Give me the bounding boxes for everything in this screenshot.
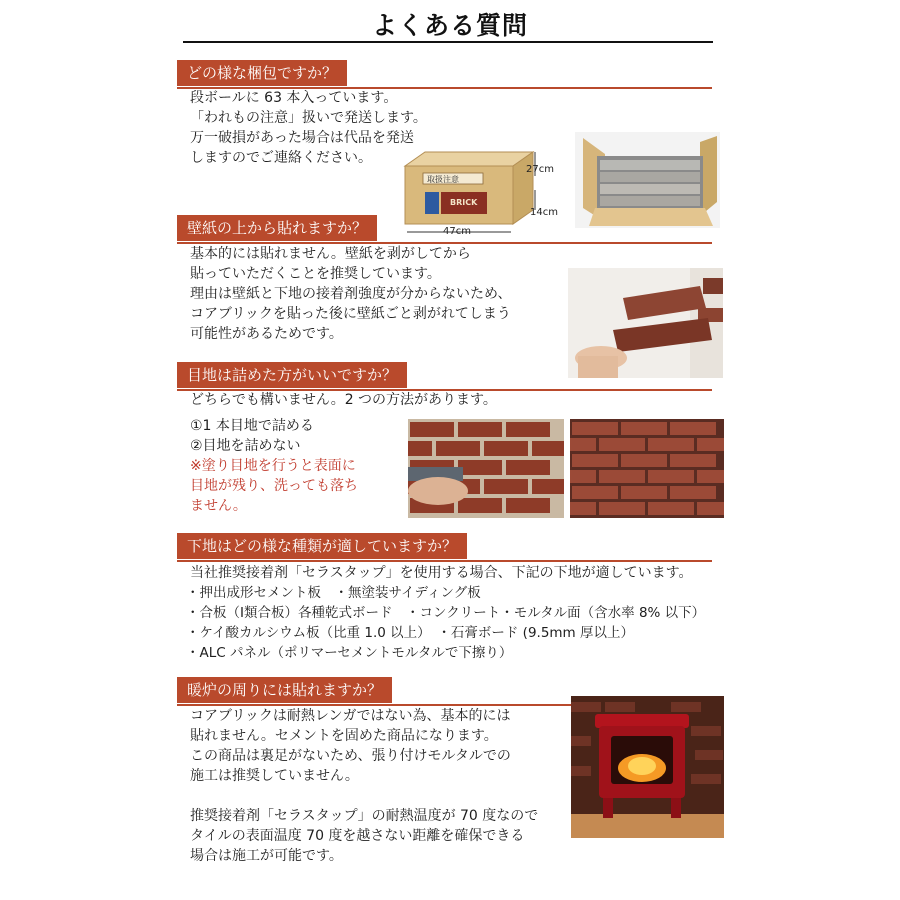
- q1-heading: どの様な梱包ですか？: [177, 60, 347, 86]
- q1-line: 「われもの注意」扱いで発送します。: [190, 110, 427, 126]
- q4-list: [186, 583, 705, 663]
- q5-heading: 暖炉の周りには貼れますか？: [177, 677, 392, 703]
- q5-answer: [190, 706, 511, 786]
- title-divider: [183, 41, 713, 43]
- q1-line: 万一破損があった場合は代品を発送: [190, 130, 414, 146]
- grouted-wall-drawing: [408, 419, 564, 518]
- q3-note-line: 目地が残り、洗っても落ち: [190, 478, 358, 494]
- box-stamp: 取扱注意: [427, 175, 459, 184]
- q2-line: 理由は壁紙と下地の接着剤強度が分からないため、: [190, 286, 512, 302]
- q4-item: ・押出成形セメント板 ・無塗装サイディング板: [186, 585, 481, 601]
- q2-answer: [190, 244, 511, 344]
- q3-option: ②目地を詰めない: [190, 438, 301, 454]
- q4-intro: 当社推奨接着剤「セラスタップ」を使用する場合、下記の下地が適しています。: [190, 565, 693, 581]
- box-brand: BRICK: [450, 198, 478, 207]
- q2-line: 貼っていただくことを推奨しています。: [190, 266, 441, 282]
- q5-line: 場合は施工が可能です。: [190, 848, 343, 864]
- box-width-label: 47cm: [443, 226, 471, 237]
- q5-answer-2: [190, 806, 538, 866]
- q1-answer: [190, 88, 427, 168]
- ungrouted-wall-drawing: [570, 419, 724, 518]
- q5-line: この商品は裏足がないため、張り付けモルタルでの: [190, 748, 511, 764]
- q5-line: タイルの表面温度 70 度を越さない距離を確保できる: [190, 828, 525, 844]
- box-drawing: [395, 148, 565, 238]
- q3-option: ①1 本目地で詰める: [190, 418, 314, 434]
- stove-photo: [571, 696, 724, 838]
- q3-note-line: ません。: [190, 498, 247, 514]
- q3-options: [190, 416, 358, 516]
- peel-brick-photo: [568, 268, 723, 378]
- q3-intro: どちらでも構いません。2 つの方法があります。: [190, 392, 497, 408]
- q4-item: ・ケイ酸カルシウム板（比重 1.0 以上） ・石膏ボード (9.5mm 厚以上）: [186, 625, 635, 641]
- q3-note-line: ※塗り目地を行うと表面に: [190, 458, 356, 474]
- q5-line: 施工は推奨していません。: [190, 768, 359, 784]
- stove-drawing: [571, 696, 724, 838]
- q5-line: 推奨接着剤「セラスタップ」の耐熱温度が 70 度なので: [190, 808, 539, 824]
- peel-brick-drawing: [568, 268, 723, 378]
- q1-line: 段ボールに 63 本入っています。: [190, 90, 398, 106]
- ungrouted-wall-photo: [570, 419, 724, 518]
- q4-item: ・ALC パネル（ポリマーセメントモルタルで下擦り）: [186, 645, 513, 661]
- cardboard-box-illustration: [395, 148, 565, 238]
- open-box-photo: [575, 132, 720, 228]
- q4-heading: 下地はどの様な種類が適していますか？: [177, 533, 467, 559]
- q4-item: ・合板（Ⅰ類合板）各種乾式ボード ・コンクリート・モルタル面（含水率 8% 以下）: [186, 605, 706, 621]
- page-title: よくある質問: [371, 11, 528, 40]
- q2-line: 基本的には貼れません。壁紙を剥がしてから: [190, 246, 471, 262]
- box-depth-label: 14cm: [530, 207, 558, 218]
- grouted-wall-photo: [408, 419, 564, 518]
- box-height-label: 27cm: [526, 164, 554, 175]
- q3-heading: 目地は詰めた方がいいですか？: [177, 362, 407, 388]
- q2-heading: 壁紙の上から貼れますか？: [177, 215, 377, 241]
- q5-line: コアブリックは耐熱レンガではない為、基本的には: [190, 708, 511, 724]
- q2-line: 可能性があるためです。: [190, 326, 343, 342]
- q2-line: コアブリックを貼った後に壁紙ごと剥がれてしまう: [190, 306, 511, 322]
- open-box-drawing: [575, 132, 720, 228]
- q1-line: しますのでご連絡ください。: [190, 150, 372, 166]
- q5-line: 貼れません。セメントを固めた商品になります。: [190, 728, 498, 744]
